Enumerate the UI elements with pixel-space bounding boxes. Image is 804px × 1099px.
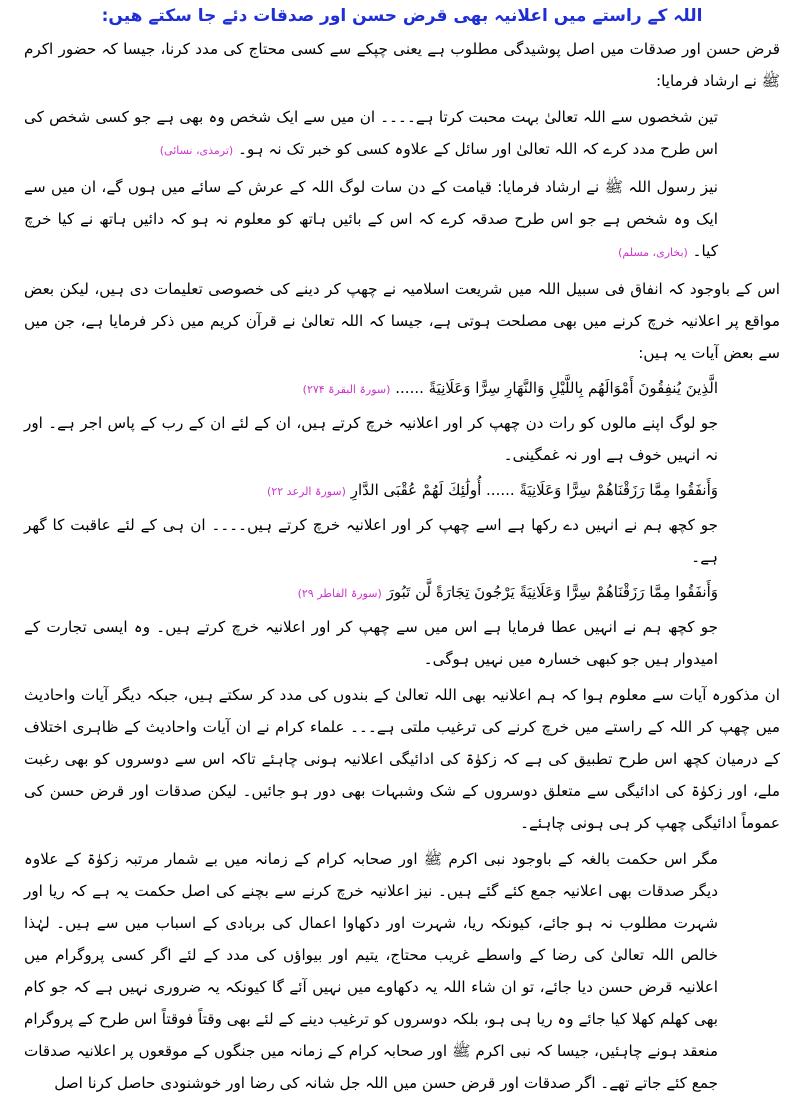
hadith-one (24, 101, 780, 167)
wisdom-paragraph: مگر اس حکمت بالغہ کے باوجود نبی اکرم ﷺ اور صحابہ کرام کے زمانہ میں بے شمار مرتبہ زکوٰۃ کے علاوہ دیگر صدقات بھی اعلانیہ جمع کئے گئے ہیں۔ نیز اعلانیہ خرچ کرنے سے بچنے کی اصل حکمت یہ ہے کہ ریا اور شہرت مطلوب نہ ہو جائے، کیونکہ ریا، شہرت اور دکھاوا اعمال کی بربادی کے اسباب میں سے ہیں۔ لہٰذا خالص اللہ تعالیٰ کی رضا کے واسطے غریب محتاج، یتیم اور بیواؤں کی مدد کے لئے اگر کسی پروگرام میں اعلانیہ قرض حسن دیا جائے، تو ان شاء اللہ یہ دکھاوے میں نہیں آئے گا کیونکہ یہ ضروری نہیں ہے کہ جو کام بھی کھلم کھلا کیا جائے وہ ریا ہی ہو، بلکہ دوسروں کو ترغیب دینے کے لئے بھی وقتاً فوقتاً اس طرح کے پروگرام منعقد ہونے چاہئیں، جیسا کہ نبی اکرم ﷺ اور صحابہ کرام کے زمانہ میں جنگوں کے موقعوں پر اعلانیہ صدقات جمع کئے جاتے تھے۔ اگر صدقات اور قرض حسن میں اللہ جل شانہ کی رضا اور خوشنودی حاصل کرنا اصل (24, 850, 718, 1092)
ayah-two-arabic: وَأَنفَقُوا مِمَّا رَزَقْنَاهُمْ سِرًّا وَعَلَانِيَةً ...... أُولَٰئِكَ لَهُمْ عُقْبَى الدَّارِ (350, 481, 718, 499)
hadith-two (24, 171, 780, 269)
ayah-three-arabic: وَأَنفَقُوا مِمَّا رَزَقْنَاهُمْ سِرًّا وَعَلَانِيَةً يَرْجُونَ تِجَارَةً لَّن تَبُورَ (386, 583, 718, 601)
hadith-one-reference: (ترمذی، نسائی) (159, 144, 234, 157)
page-title: اللہ کے راستے میں اعلانیہ بھی قرض حسن اور صدقات دئے جا سکتے ھیں: (101, 6, 703, 26)
hadith-two-reference: (بخاری، مسلم) (618, 246, 688, 259)
ayah-two-translation: جو کچھ ہم نے انہیں دے رکھا ہے اسے چھپ کر اور اعلانیہ خرچ کرتے ہیں۔۔۔۔ ان ہی کے لئے عاقبت کا گھر ہے۔ (24, 516, 718, 566)
ayah-two-reference: (سورۃ الرعد ۲۲) (267, 485, 346, 498)
quran-intro-paragraph: اس کے باوجود کہ انفاق فی سبیل اللہ میں شریعت اسلامیہ نے چھپ کر دینے کی خصوصی تعلیمات دی ہیں، لیکن بعض مواقع پر اعلانیہ خرچ کرنے میں بھی مصلحت ہوتی ہے، جیسا کہ اللہ تعالیٰ نے قرآن کریم میں ذکر فرمایا ہے، جن میں سے بعض آیات یہ ہیں: (24, 280, 780, 362)
ayah-one (24, 373, 780, 405)
hadith-one-text: تین شخصوں سے اللہ تعالیٰ بہت محبت کرتا ہے۔۔۔۔ ان میں سے ایک شخص وہ بھی ہے جو کسی شخص کی اس طرح مدد کرے کہ اللہ تعالیٰ اور سائل کے علاوہ کسی کو خبر تک نہ ہو۔ (24, 108, 718, 158)
ayah-three (24, 577, 780, 609)
ayah-three-translation: جو کچھ ہم نے انہیں عطا فرمایا ہے اس میں سے چھپ کر اور اعلانیہ خرچ کرتے ہیں۔ وہ ایسی تجارت کے امیدوار ہیں جو کبھی خسارہ میں نہیں ہوگی۔ (24, 618, 718, 668)
ayah-one-arabic: الَّذِينَ يُنفِقُونَ أَمْوَالَهُم بِاللَّيْلِ وَالنَّهَارِ سِرًّا وَعَلَانِيَةً ...... (395, 379, 718, 397)
ayah-one-reference: (سورۃ البقرۃ ۲۷۴) (302, 383, 391, 396)
ayah-one-translation: جو لوگ اپنے مالوں کو رات دن چھپ کر اور اعلانیہ خرچ کرتے ہیں، ان کے لئے ان کے رب کے پاس اجر ہے۔ اور نہ انہیں خوف ہے اور نہ غمگینی۔ (24, 414, 718, 464)
hadith-two-text: نیز رسول اللہ ﷺ نے ارشاد فرمایا: قیامت کے دن سات لوگ اللہ کے عرش کے سائے میں ہوں گے، ان میں سے ایک وہ شخص ہے جو اس طرح صدقہ کرے کہ اس کے بائیں ہاتھ کو معلوم نہ ہو کہ دائیں ہاتھ نے کیا خرچ کیا۔ (24, 178, 718, 260)
ayah-two (24, 475, 780, 507)
ayah-three-reference: (سورۃ الفاطر ۲۹) (297, 587, 382, 600)
reconciliation-paragraph: ان مذکورہ آیات سے معلوم ہوا کہ ہم اعلانیہ بھی اللہ تعالیٰ کے بندوں کی مدد کر سکتے ہیں، جبکہ دیگر آیات واحادیث میں چھپ کر اللہ کے راستے میں خرچ کرنے کی ترغیب ملتی ہے۔۔۔ علماء کرام نے ان آیات واحادیث کے ظاہری اختلاف کے درمیان کچھ اس طرح تطبیق کی ہے کہ زکوٰۃ کی ادائیگی اعلانیہ ہونی چاہئے تاکہ اس سے دوسروں کو بھی رغبت ملے، اور زکوٰۃ کی ادائیگی سے متعلق دوسروں کے شک وشبہات بھی دور ہو جائیں۔ لیکن صدقات اور قرض حسن کی عموماً ادائیگی چھپ کر ہی ہونی چاہئے۔ (24, 686, 780, 832)
intro-paragraph: قرض حسن اور صدقات میں اصل پوشیدگی مطلوب ہے یعنی چپکے سے کسی محتاج کی مدد کرنا، جیسا کہ حضور اکرم ﷺ نے ارشاد فرمایا: (24, 40, 780, 90)
